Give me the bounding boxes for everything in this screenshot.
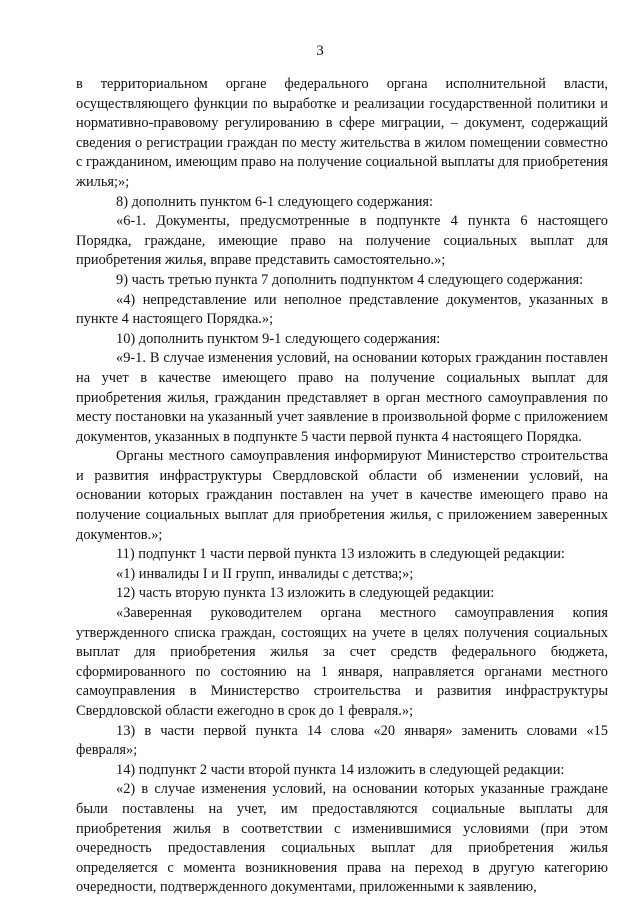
paragraph: 13) в части первой пункта 14 слова «20 января» заменить словами «15 февраля»; <box>76 722 608 759</box>
paragraph: 11) подпункт 1 части первой пункта 13 изложить в следующей редакции: <box>116 546 565 563</box>
paragraph: «6-1. Документы, предусмотренные в подпункте 4 пункта 6 настоящего Порядка, граждане, имеющие право на получение социальных выплат для приобретения жилья, вправе представить самостоятельно.»; <box>76 213 608 269</box>
paragraph: 14) подпункт 2 части второй пункта 14 изложить в следующей редакции: <box>116 761 565 778</box>
paragraph: 10) дополнить пунктом 9-1 следующего содержания: <box>116 330 441 347</box>
page-number: 3 <box>316 43 324 59</box>
paragraph: «4) непредставление или неполное представление документов, указанных в пункте 4 настоящего Порядка.»; <box>76 291 608 328</box>
paragraph: 8) дополнить пунктом 6-1 следующего содержания: <box>116 193 434 210</box>
paragraph: «2) в случае изменения условий, на основании которых указанные граждане были поставлены на учет, им предоставляются социальные выплаты для приобретения жилья в соответствии с изменившимися условиями (при этом очередность предоставления социальных выплат для приобретения жилья определяется с момента возникновения права на переход в другую категорию очередности, подтвержденного документами, приложенными к заявлению, <box>76 781 608 896</box>
paragraph: 9) часть третью пункта 7 дополнить подпунктом 4 следующего содержания: <box>116 271 584 288</box>
paragraph: в территориальном органе федерального органа исполнительной власти, осуществляющего функции по выработке и реализации государственной политики и нормативно-правовому регулированию в сфере миграции, – документ, содержащий сведения о регистрации граждан по месту жительства в жилом помещении совместно с гражданином, имеющим право на получение социальной выплаты для приобретения жилья;»; <box>76 76 608 190</box>
paragraph: Органы местного самоуправления информируют Министерство строительства и развития инфраструктуры Свердловской области об изменении условий, на основании которых гражданин поставлен на учет в качестве имеющего право на получение социальных выплат для приобретения жилья, с приложением заверенных документов.»; <box>76 448 608 543</box>
paragraph: 12) часть вторую пункта 13 изложить в следующей редакции: <box>116 585 495 602</box>
document-body <box>76 75 608 898</box>
paragraph: «9-1. В случае изменения условий, на основании которых гражданин поставлен на учет в качестве имеющего право на получение социальных выплат для приобретения жилья, гражданин представляет в орган местного самоуправления по месту постановки на указанный учет заявление в произвольной форме с приложением документов, указанных в подпункте 5 части первой пункта 4 настоящего Порядка. <box>76 350 608 445</box>
paragraph: «1) инвалиды I и II групп, инвалиды с детства;»; <box>116 565 414 582</box>
paragraph: «Заверенная руководителем органа местного самоуправления копия утвержденного списка граждан, состоящих на учете в целях получения социальных выплат для приобретения жилья за счет средств федерального бюджета, сформированного по состоянию на 1 января, направляется органами местного самоуправления в Министерство строительства и развития инфраструктуры Свердловской области ежегодно в срок до 1 февраля.»; <box>76 605 608 719</box>
